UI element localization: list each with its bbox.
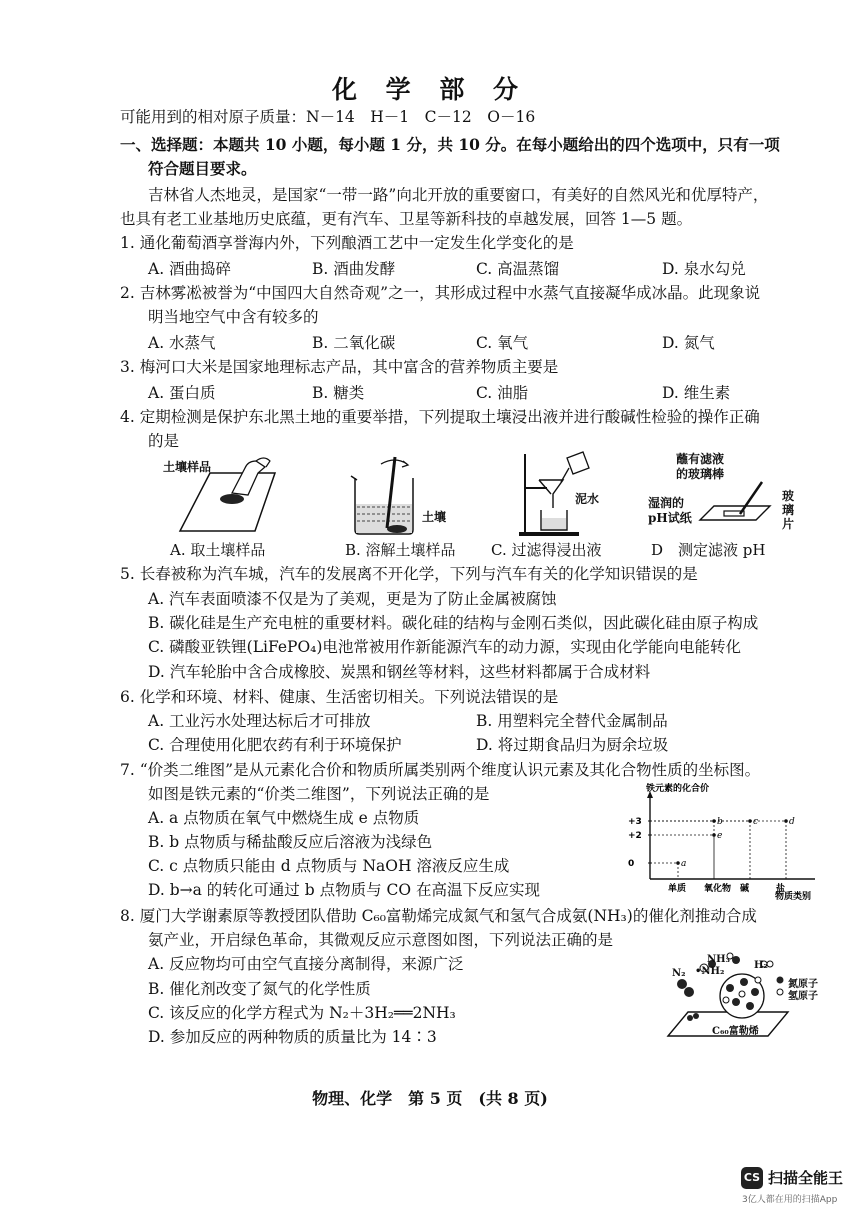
x-tick-label: 盐: [776, 884, 786, 894]
label-soil: 土壤: [422, 510, 447, 524]
label-n-atom: 氮原子: [788, 979, 818, 990]
atomic-masses: 可能用到的相对原子质量：N－14 H－1 C－12 O－16: [120, 108, 536, 126]
page-title: 化 学 部 分: [331, 75, 529, 104]
camscanner-logo: CS: [741, 1167, 763, 1189]
question-2-stem: 2. 吉林雾凇被誉为“中国四大自然奇观”之一，其形成过程中水蒸气直接凝华成冰晶。此现象说: [120, 284, 761, 302]
point-label: d: [789, 817, 795, 827]
point-label: a: [681, 859, 687, 869]
q3-option-c: C. 油脂: [476, 384, 529, 402]
q5-option-c: C. 磷酸亚铁锂(LiFePO₄)电池常被用作新能源汽车的动力源，实现由化学能向电能转化: [148, 638, 741, 656]
point-label: b: [717, 817, 723, 827]
q4-option-d: D 测定滤液 pH: [651, 541, 766, 559]
q2-option-d: D. 氮气: [662, 334, 715, 352]
q5-option-b: B. 碳化硅是生产充电桩的重要材料。碳化硅的结构与金刚石类似，因此碳化硅由原子构成: [148, 614, 759, 632]
y-tick-label: +2: [628, 831, 642, 841]
ph-test-figure: [690, 480, 780, 540]
data-point: [712, 833, 716, 837]
section-heading-cont: 符合题目要求。: [148, 159, 257, 178]
label-nh2: •NH₂: [695, 966, 725, 977]
q2-option-a: A. 水蒸气: [148, 334, 216, 352]
q6-option-d: D. 将过期食品归为厨余垃圾: [476, 736, 669, 754]
page-footer: 物理、化学 第 5 页 (共 8 页): [312, 1089, 548, 1108]
q1-option-c: C. 高温蒸馏: [476, 260, 560, 278]
y-tick-label: 0: [628, 859, 635, 869]
point-label: e: [717, 831, 723, 841]
question-4-stem: 4. 定期检测是保护东北黑土地的重要举措，下列提取土壤浸出液并进行酸碱性检验的操作正确: [120, 408, 760, 426]
question-4-stem-cont: 的是: [148, 432, 180, 450]
q1-option-b: B. 酒曲发酵: [312, 260, 396, 278]
chart-axes: [647, 791, 815, 879]
intro-text-cont: 也具有老工业基地历史底蕴，更有汽车、卫星等新科技的卓越发展，回答 1—5 题。: [120, 210, 693, 228]
q6-option-a: A. 工业污水处理达标后才可排放: [148, 712, 371, 730]
question-7-stem-cont: 如图是铁元素的“价类二维图”，下列说法正确的是: [148, 785, 490, 803]
label-glass-char-2: 璃: [782, 503, 795, 517]
chart-ylabel: 铁元素的化合价: [646, 784, 710, 794]
q3-option-b: B. 糖类: [312, 384, 365, 402]
question-5-stem: 5. 长春被称为汽车城，汽车的发展离不开化学，下列与汽车有关的化学知识错误的是: [120, 565, 698, 583]
question-2-stem-cont: 明当地空气中含有较多的: [148, 308, 319, 326]
x-tick-label: 碱: [740, 884, 750, 894]
x-tick-label: 氧化物: [704, 884, 732, 894]
label-rod-line2: 的玻璃棒: [676, 467, 725, 481]
point-label: c: [753, 817, 759, 827]
q7-option-c: C. c 点物质只能由 d 点物质与 NaOH 溶液反应生成: [148, 857, 510, 875]
label-soil-sample: 土壤样品: [163, 460, 212, 474]
label-glass-char-3: 片: [782, 517, 795, 531]
q8-option-a: A. 反应物均可由空气直接分离制得，来源广泛: [148, 955, 464, 973]
q5-option-a: A. 汽车表面喷漆不仅是为了美观，更是为了防止金属被腐蚀: [148, 590, 557, 608]
n-atom-legend-icon: [777, 977, 784, 984]
chart-xlabel: 物质类别: [775, 892, 812, 902]
label-rod-line1: 蘸有滤液: [676, 452, 725, 466]
q1-option-d: D. 泉水勾兑: [662, 260, 746, 278]
question-7-stem: 7. “价类二维图”是从元素化合价和物质所属类别两个维度认识元素及其化合物性质的坐标图。: [120, 761, 761, 779]
q4-option-b: B. 溶解土壤样品: [345, 541, 456, 559]
q7-option-d: D. b→a 的转化可通过 b 点物质与 CO 在高温下反应实现: [148, 881, 541, 899]
q6-option-c: C. 合理使用化肥农药有利于环境保护: [148, 736, 402, 754]
label-h2: H₂: [754, 960, 768, 971]
q5-option-d: D. 汽车轮胎中含合成橡胶、炭黑和钢丝等材料，这些材料都属于合成材料: [148, 663, 651, 681]
q4-option-c: C. 过滤得浸出液: [491, 541, 602, 559]
camscanner-name: 扫描全能王: [768, 1169, 844, 1187]
data-point: [676, 861, 680, 865]
label-muddy-water: 泥水: [575, 492, 600, 506]
label-paper-line1: 湿润的: [648, 496, 685, 510]
valence-category-chart: [620, 783, 820, 903]
question-6-stem: 6. 化学和环境、材料、健康、生活密切相关。下列说法错误的是: [120, 688, 559, 706]
section-heading: 一、选择题：本题共 10 小题，每小题 1 分，共 10 分。在每小题给出的四个选项中，只有一项: [120, 135, 780, 154]
question-1-stem: 1. 通化葡萄酒享誉海内外，下列酿酒工艺中一定发生化学变化的是: [120, 234, 574, 252]
q3-option-d: D. 维生素: [662, 384, 731, 402]
q3-option-a: A. 蛋白质: [148, 384, 216, 402]
camscanner-tagline: 3亿人都在用的扫描App: [742, 1195, 838, 1205]
q2-option-c: C. 氧气: [476, 334, 529, 352]
label-glass-char-1: 玻: [782, 489, 795, 503]
question-3-stem: 3. 梅河口大米是国家地理标志产品，其中富含的营养物质主要是: [120, 358, 559, 376]
x-tick-label: 单质: [668, 884, 687, 894]
intro-text: 吉林省人杰地灵，是国家“一带一路”向北开放的重要窗口，有美好的自然风光和优厚特产，: [148, 186, 769, 204]
q4-option-a: A. 取土壤样品: [170, 541, 266, 559]
q1-option-a: A. 酒曲捣碎: [148, 260, 232, 278]
label-c60: C₆₀富勒烯: [712, 1026, 759, 1037]
q2-option-b: B. 二氧化碳: [312, 334, 396, 352]
q8-option-b: B. 催化剂改变了氮气的化学性质: [148, 980, 371, 998]
label-paper-line2: pH试纸: [648, 511, 692, 525]
q8-option-d: D. 参加反应的两种物质的质量比为 14∶3: [148, 1028, 437, 1046]
question-8-stem: 8. 厦门大学谢素原等教授团队借助 C₆₀富勒烯完成氮气和氢气合成氨(NH₃)的催化剂推动合成: [120, 907, 757, 925]
y-tick-label: +3: [628, 817, 642, 827]
q6-option-b: B. 用塑料完全替代金属制品: [476, 712, 668, 730]
q8-option-c: C. 该反应的化学方程式为 N₂＋3H₂══2NH₃: [148, 1004, 456, 1022]
label-n2: N₂: [672, 968, 686, 979]
q7-option-b: B. b 点物质与稀盐酸反应后溶液为浅绿色: [148, 833, 433, 851]
h-atom-legend-icon: [777, 989, 783, 995]
data-point: [784, 819, 788, 823]
question-8-stem-cont: 氨产业，开启绿色革命，其微观反应示意图如图，下列说法正确的是: [148, 931, 614, 949]
label-h-atom: 氢原子: [788, 991, 818, 1002]
q7-option-a: A. a 点物质在氧气中燃烧生成 e 点物质: [148, 809, 420, 827]
label-nh3: NH₃: [707, 954, 730, 965]
